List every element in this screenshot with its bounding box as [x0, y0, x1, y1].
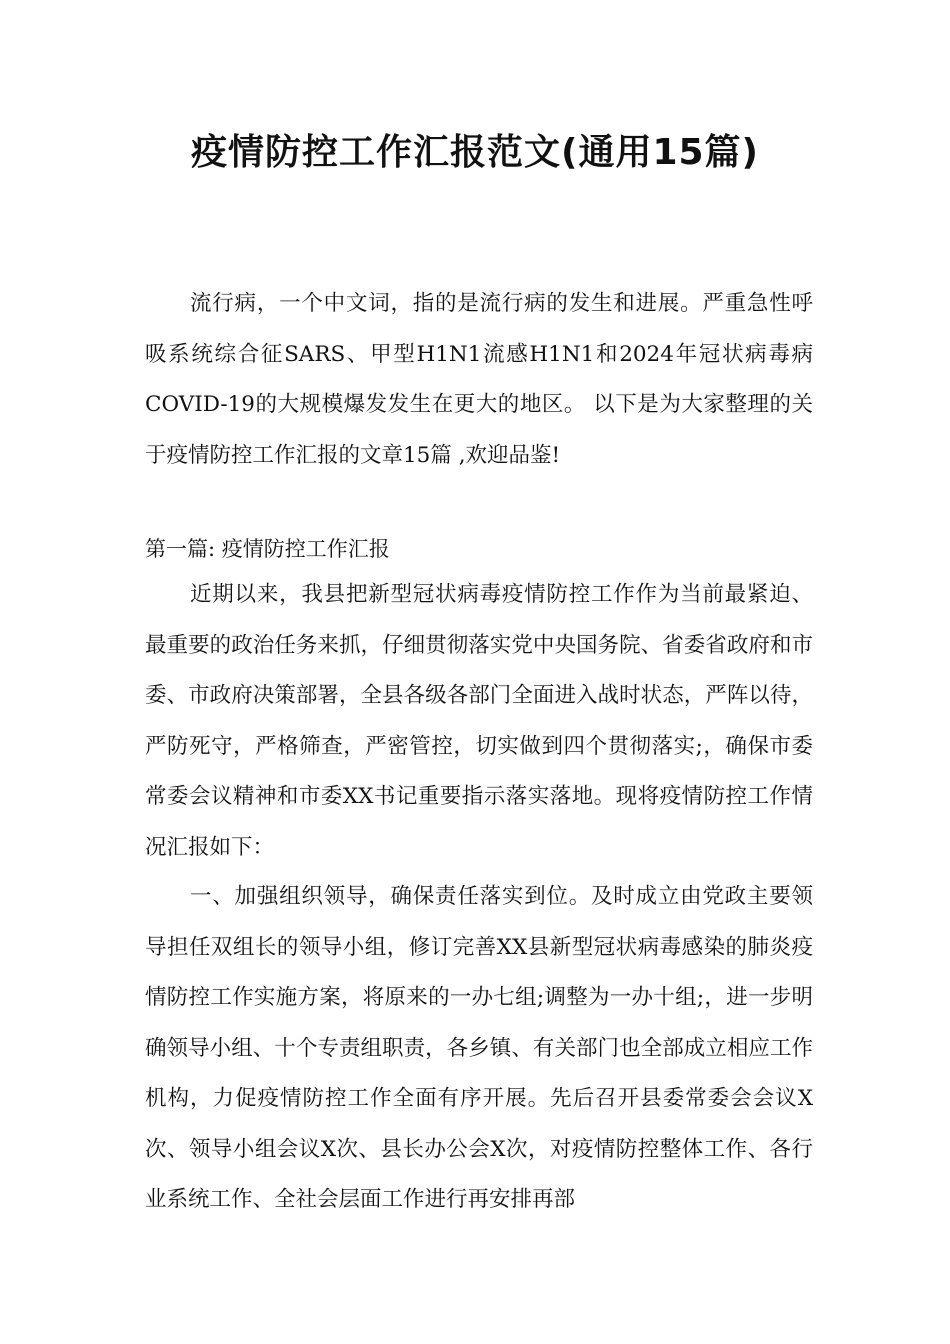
intro-paragraph: 流行病，一个中文词，指的是流行病的发生和进展。严重急性呼吸系统综合征SARS、甲型H1N1流感H1N1和2024年冠状病毒病COVID-19的大规模爆发发生在更大的地区。 以下是为大家整理的关于疫情防控工作汇报的文章15篇 ,欢迎品鉴! — [145, 291, 813, 468]
section-heading: 第一篇: 疫情防控工作汇报 — [145, 537, 390, 561]
body-paragraph: 近期以来，我县把新型冠状病毒疫情防控工作作为当前最紧迫、最重要的政治任务来抓，仔细贯彻落实党中央国务院、省委省政府和市委、市政府决策部署，全县各级各部门全面进入战时状态，严阵以待，严防死守，严格筛查，严密管控，切实做到四个贯彻落实;，确保市委常委会议精神和市委XX书记重要指示落实落地。现将疫情防控工作情况汇报如下： — [145, 582, 813, 860]
body-paragraph: 一、加强组织领导，确保责任落实到位。及时成立由党政主要领导担任双组长的领导小组，修订完善XX县新型冠状病毒感染的肺炎疫情防控工作实施方案，将原来的一办七组;调整为一办十组;，进一步明确领导小组、十个专责组职责，各乡镇、有关部门也全部成立相应工作机构，力促疫情防控工作全面有序开展。先后召开县委常委会会议X次、领导小组会议X次、县长办公会X次，对疫情防控整体工作、各行业系统工作、全社会层面工作进行再安排再部 — [145, 884, 813, 1212]
document-title: 疫情防控工作汇报范文(通用15篇) — [190, 132, 759, 173]
